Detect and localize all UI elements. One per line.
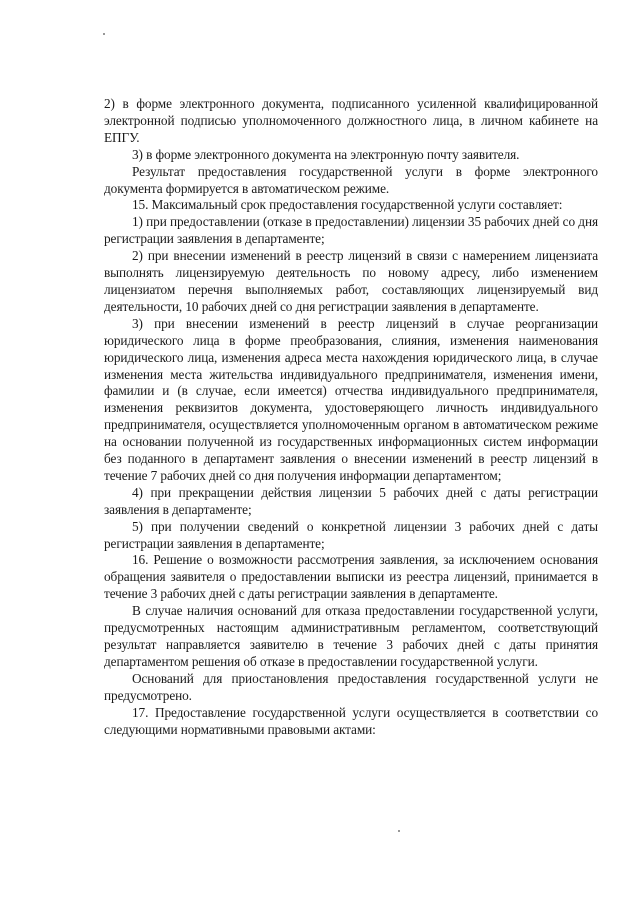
paragraph-16: 16. Решение о возможности рассмотрения заявления, за исключением основания обращения заявителя о предоставлении выписки из реестра лицензий, принимается в течение 3 рабочих дней с даты регистрации заявления в департаменте. — [104, 552, 598, 602]
paragraph-15-3: 3) при внесении изменений в реестр лицензий в случае реорганизации юридического лица в форме преобразования, слияния, изменения наименования юридического лица, изменения адреса места нахождения юридического лица, в случае изменения места жительства индивидуального предпринимателя, изменения имени, фамилии и (в случае, если имеется) отчества индивидуального предпринимателя, изменения реквизитов документа, удостоверяющего личность индивидуального предпринимателя, осуществляется уполномоченным органом в автоматическом режиме на основании полученной из государственных информационных систем информации без поданного в департамент заявления о внесении изменений в реестр лицензий в течение 7 рабочих дней со дня получения информации департаментом; — [104, 315, 598, 483]
document-body — [104, 96, 598, 738]
paragraph-15-4: 4) при прекращении действия лицензии 5 рабочих дней с даты регистрации заявления в департаменте; — [104, 484, 598, 517]
paragraph-15-2: 2) при внесении изменений в реестр лицензий в связи с намерением лицензиата выполнять лицензируемую деятельность по новому адресу, либо изменением лицензиатом перечня выполняемых работ, составляющих лицензируемый вид деятельности, 10 рабочих дней со дня регистрации заявления в департаменте. — [104, 248, 598, 314]
paragraph-15-heading: 15. Максимальный срок предоставления государственной услуги составляет: — [132, 197, 563, 213]
paragraph-15-1: 1) при предоставлении (отказе в предоставлении) лицензии 35 рабочих дней со дня регистрации заявления в департаменте; — [104, 214, 598, 247]
paragraph-item-2: 2) в форме электронного документа, подписанного усиленной квалифицированной электронной подписью уполномоченного должностного лица, в личном кабинете на ЕПГУ. — [104, 96, 598, 145]
paragraph-17: 17. Предоставление государственной услуги осуществляется в соответствии со следующими нормативными правовыми актами: — [104, 704, 598, 737]
scan-speck — [398, 830, 400, 832]
scan-speck — [103, 33, 105, 35]
paragraph-16-suspension: Оснований для приостановления предоставления государственной услуги не предусмотрено. — [104, 670, 598, 703]
paragraph-15-5: 5) при получении сведений о конкретной лицензии 3 рабочих дней с даты регистрации заявления в департаменте; — [104, 518, 598, 551]
paragraph-item-3: 3) в форме электронного документа на электронную почту заявителя. — [132, 146, 520, 162]
paragraph-result-format: Результат предоставления государственной услуги в форме электронного документа формируется в автоматическом режиме. — [104, 163, 598, 196]
paragraph-16-refusal: В случае наличия оснований для отказа предоставлении государственной услуги, предусмотренных настоящим административным регламентом, соответствующий результат направляется заявителю в течение 3 рабочих дней с даты принятия департаментом решения об отказе в предоставлении государственной услуги. — [104, 603, 598, 669]
